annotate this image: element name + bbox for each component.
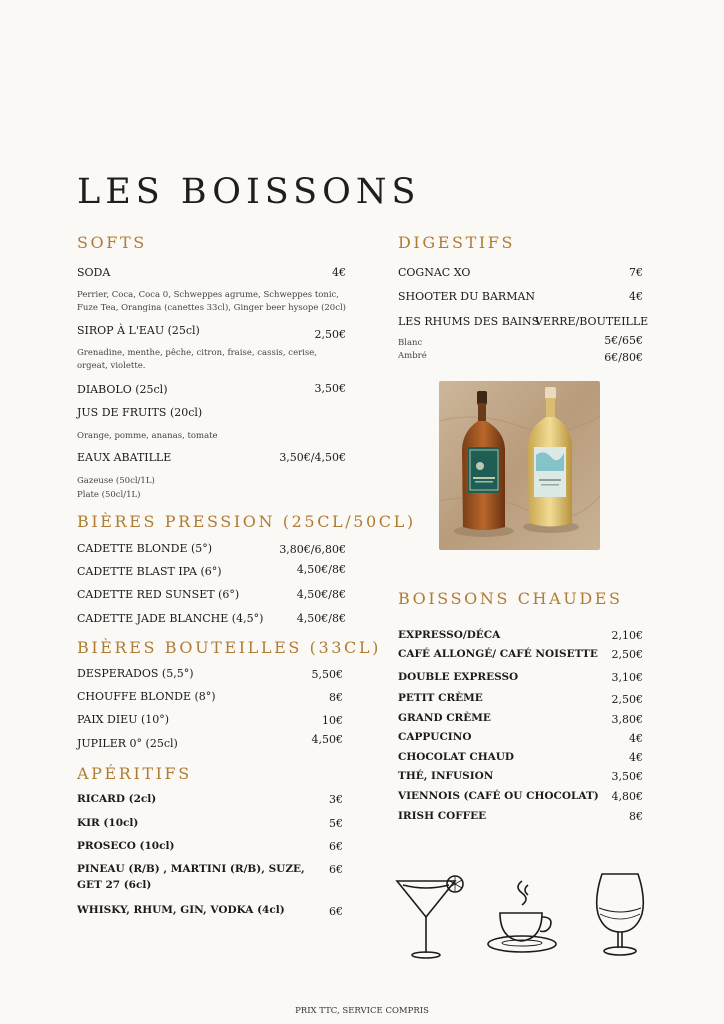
boisson-chaude-price: 2,50€: [611, 648, 643, 661]
page-title: LES BOISSONS: [77, 172, 421, 212]
desc-abatille-2: Plate (50cl/1L): [77, 490, 141, 500]
section-boissons-chaudes-heading: BOISSONS CHAUDES: [398, 589, 623, 608]
pression-price: 4,50€/8€: [296, 563, 346, 576]
brandy-glass-icon: [590, 868, 650, 963]
boisson-chaude-item: DOUBLE EXPRESSO: [398, 671, 519, 683]
price-pineau: 6€: [329, 863, 343, 876]
desc-soda-1: Perrier, Coca, Coca 0, Schweppes agrume, Schweppes tonic,: [77, 290, 340, 300]
price-abatille: 3,50€/4,50€: [279, 451, 346, 464]
boisson-chaude-price: 2,10€: [611, 629, 643, 642]
boisson-chaude-item: CHOCOLAT CHAUD: [398, 751, 515, 763]
desc-sirop-1: Grenadine, menthe, pêche, citron, fraise, cassis, cerise,: [77, 348, 317, 358]
desc-sirop-2: orgeat, violette.: [77, 361, 146, 371]
price-soda: 4€: [332, 266, 346, 279]
item-proseco: PROSECO (10cl): [77, 840, 175, 852]
section-digestifs-heading: DIGESTIFS: [398, 233, 516, 252]
section-bieres-pression-heading: BIÈRES PRESSION (25CL/50CL): [77, 512, 416, 531]
section-bieres-bouteilles-heading: BIÈRES BOUTEILLES (33CL): [77, 638, 381, 657]
boisson-chaude-price: 3,80€: [611, 713, 643, 726]
footer-note: PRIX TTC, SERVICE COMPRIS: [295, 1006, 429, 1016]
pression-item: CADETTE RED SUNSET (6°): [77, 588, 240, 601]
price-shooter: 4€: [629, 290, 643, 303]
price-ricard: 3€: [329, 793, 343, 806]
section-aperitifs-heading: APÉRITIFS: [77, 764, 192, 783]
price-sirop: 2,50€: [314, 328, 346, 341]
item-eaux-abatille: EAUX ABATILLE: [77, 451, 172, 464]
pression-item: CADETTE JADE BLANCHE (4,5°): [77, 612, 264, 625]
bouteille-item: JUPILER 0° (25cl): [77, 737, 178, 750]
desc-abatille-1: Gazeuse (50cl/1L): [77, 476, 155, 486]
item-cognac: COGNAC XO: [398, 266, 471, 279]
coffee-cup-icon: [484, 879, 562, 959]
pression-item: CADETTE BLAST IPA (6°): [77, 565, 222, 578]
item-rhums: LES RHUMS DES BAINS: [398, 315, 540, 328]
boisson-chaude-price: 8€: [629, 810, 643, 823]
bouteille-price: 10€: [322, 714, 343, 727]
price-proseco: 6€: [329, 840, 343, 853]
boisson-chaude-item: CAPPUCINO: [398, 731, 472, 743]
item-kir: KIR (10cl): [77, 817, 139, 829]
pression-price: 4,50€/8€: [296, 612, 346, 625]
pression-price: 3,80€/6,80€: [279, 543, 346, 556]
pression-item: CADETTE BLONDE (5°): [77, 542, 213, 555]
price-kir: 5€: [329, 817, 343, 830]
boisson-chaude-price: 4€: [629, 751, 643, 764]
boisson-chaude-item: EXPRESSO/DÉCA: [398, 629, 501, 641]
bouteille-price: 5,50€: [311, 668, 343, 681]
bouteille-price: 4,50€: [311, 733, 343, 746]
boisson-chaude-item: THÉ, INFUSION: [398, 770, 494, 782]
boisson-chaude-item: CAFÉ ALLONGÉ/ CAFÉ NOISETTE: [398, 648, 598, 660]
martini-glass-icon: [393, 871, 465, 963]
item-diabolo: DIABOLO (25cl): [77, 383, 168, 396]
price-whisky: 6€: [329, 905, 343, 918]
rhum-ambre-label: Ambré: [398, 351, 427, 361]
item-pineau-line2: GET 27 (6cl): [77, 879, 152, 891]
price-diabolo: 3,50€: [314, 382, 346, 395]
desc-soda-2: Fuze Tea, Orangina (canettes 33cl), Ginger beer hysope (20cl): [77, 303, 347, 313]
pression-price: 4,50€/8€: [296, 588, 346, 601]
boisson-chaude-price: 2,50€: [611, 693, 643, 706]
bouteille-item: PAIX DIEU (10°): [77, 713, 170, 726]
boisson-chaude-item: GRAND CRÈME: [398, 712, 491, 724]
item-ricard: RICARD (2cl): [77, 793, 157, 805]
item-soda: SODA: [77, 266, 111, 279]
item-whisky: WHISKY, RHUM, GIN, VODKA (4cl): [77, 904, 285, 916]
boisson-chaude-price: 3,10€: [611, 671, 643, 684]
boisson-chaude-price: 3,50€: [611, 770, 643, 783]
bouteille-item: CHOUFFE BLONDE (8°): [77, 690, 216, 703]
bouteille-price: 8€: [329, 691, 343, 704]
item-pineau: PINEAU (R/B) , MARTINI (R/B), SUZE,: [77, 863, 305, 875]
item-sirop: SIROP À L'EAU (25cl): [77, 324, 200, 337]
item-jus-de-fruits: JUS DE FRUITS (20cl): [77, 406, 203, 419]
item-shooter: SHOOTER DU BARMAN: [398, 290, 536, 303]
desc-jus: Orange, pomme, ananas, tomate: [77, 431, 218, 441]
boisson-chaude-item: VIENNOIS (CAFÉ OU CHOCOLAT): [398, 790, 599, 802]
boisson-chaude-price: 4€: [629, 732, 643, 745]
price-cognac: 7€: [629, 266, 643, 279]
price-rhum-ambre: 6€/80€: [604, 351, 643, 364]
bouteille-item: DESPERADOS (5,5°): [77, 667, 194, 680]
boisson-chaude-item: IRISH COFFEE: [398, 810, 487, 822]
boisson-chaude-price: 4,80€: [611, 790, 643, 803]
boisson-chaude-item: PETIT CRÈME: [398, 692, 483, 704]
rum-bottles-photo: [439, 381, 600, 550]
rhum-blanc-label: Blanc: [398, 338, 423, 348]
rhums-unit-label: VERRE/BOUTEILLE: [535, 315, 649, 328]
price-rhum-blanc: 5€/65€: [604, 334, 643, 347]
section-softs-heading: SOFTS: [77, 233, 147, 252]
